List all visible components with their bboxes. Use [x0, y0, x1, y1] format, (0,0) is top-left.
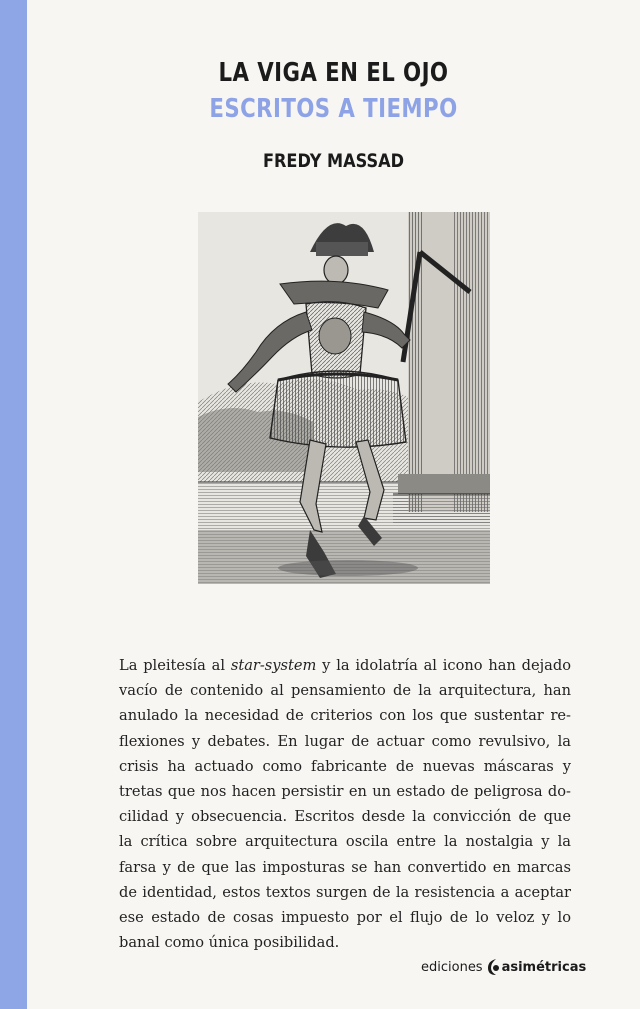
book-subtitle: ESCRITOS A TIEMPO	[209, 94, 458, 124]
blurb-text: de identidad, estos textos surgen de la resistencia a aceptar	[119, 883, 571, 901]
blurb-line	[119, 804, 571, 829]
book-title: LA VIGA EN EL OJO	[218, 58, 449, 88]
blurb-line	[119, 653, 571, 678]
blurb-text: ese estado de cosas impuesto por el flujo de lo veloz y lo	[119, 909, 571, 927]
publisher-prefix: ediciones	[421, 959, 483, 975]
blurb-text: tretas que nos hacen persistir en un estado de peligrosa do-	[119, 783, 571, 801]
blurb-line	[119, 880, 571, 905]
blurb-line	[119, 930, 571, 955]
blurb-line	[119, 855, 571, 880]
blurb-line	[119, 678, 571, 703]
blurb-line	[119, 779, 571, 804]
back-cover-blurb	[119, 653, 571, 955]
publisher-name: asimétricas	[501, 959, 587, 975]
blurb-text: crisis ha actuado como fabricante de nuevas máscaras y	[119, 757, 571, 775]
blurb-line	[119, 729, 571, 754]
spine-color-stripe	[0, 0, 27, 1009]
blurb-line	[119, 703, 571, 728]
blurb-text: cilidad y obsecuencia. Escritos desde la convicción de que	[119, 808, 571, 826]
blurb-text: La pleitesía al	[119, 657, 231, 674]
blurb-text: flexiones y debates. En lugar de actuar como revulsivo, la	[119, 732, 571, 750]
blurb-line	[119, 905, 571, 930]
publisher-mark-icon	[486, 958, 500, 976]
blurb-text: anulado la necesidad de criterios con los que sustentar re-	[119, 707, 571, 725]
publisher-logo	[421, 958, 586, 976]
blurb-text: banal como única posibilidad.	[119, 934, 340, 952]
engraving-of-costumed-dancer-illustration	[198, 212, 490, 584]
blurb-text: y la idolatría al icono han dejado	[316, 657, 571, 674]
blurb-text: vacío de contenido al pensamiento de la arquitectura, han	[119, 682, 571, 700]
blurb-line	[119, 754, 571, 779]
book-author: FREDY MASSAD	[262, 150, 405, 172]
blurb-text: la crítica sobre arquitectura oscila entre la nostalgia y la	[119, 833, 571, 851]
blurb-text: star-system	[230, 657, 317, 674]
blurb-text: farsa y de que las imposturas se han convertido en marcas	[119, 858, 571, 876]
blurb-line	[119, 829, 571, 854]
